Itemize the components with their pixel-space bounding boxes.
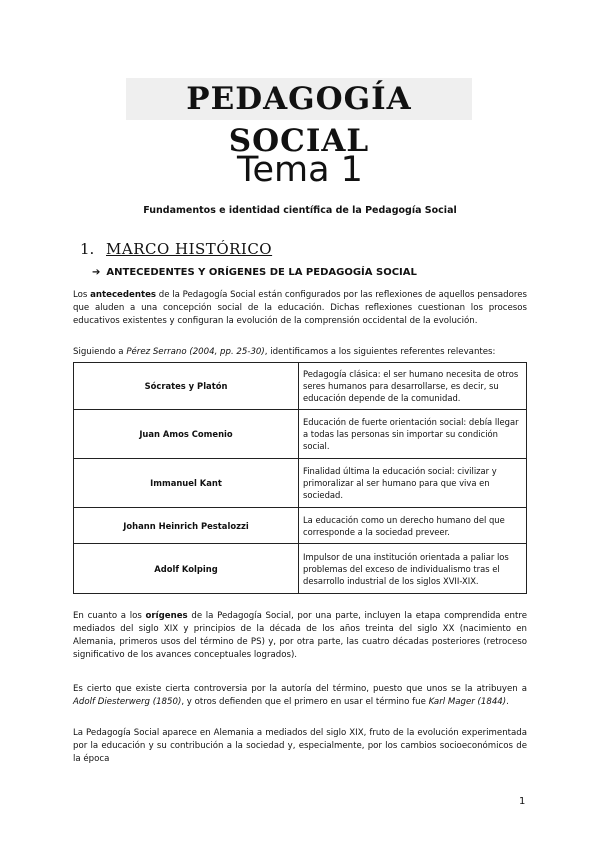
table-row (74, 508, 527, 544)
paragraph-table-intro (73, 346, 527, 359)
table-row (74, 544, 527, 594)
reference-name: Immanuel Kant (74, 459, 299, 508)
text-run: Es cierto que existe cierta controversia por la autoría del término, puesto que unos se la atribuyen a (73, 684, 527, 694)
reference-name: Juan Amos Comenio (74, 410, 299, 459)
reference-description: Impulsor de una institución orientada a paliar los problemas del exceso de individualismo tras el desarrollo industrial de los siglos XVII-XIX. (299, 544, 527, 594)
paragraph-antecedentes (73, 289, 527, 328)
subsection-heading (92, 267, 417, 278)
table-row (74, 410, 527, 459)
page-number: 1 (519, 796, 526, 807)
arrow-right-icon: ➔ (92, 267, 101, 278)
paragraph-origenes (73, 610, 527, 662)
reference-name: Adolf Kolping (74, 544, 299, 594)
text-run: de la Pedagogía Social, por una parte, incluyen la etapa comprendida entre mediados del siglo XIX y principios de la década de los años treinta del siglo XX (nacimiento en Alemania, primeros usos del término de PS) y, por otra parte, las cuatro décadas posteriores (retroceso significativo de los avances conceptuales logrados). (73, 611, 527, 660)
subsection-title: ANTECEDENTES Y ORÍGENES DE LA PEDAGOGÍA SOCIAL (106, 267, 417, 278)
citation: Adolf Diesterwerg (1850) (73, 697, 182, 707)
citation: Karl Mager (1844) (428, 697, 507, 707)
chapter-subtitle: Fundamentos e identidad científica de la Pedagogía Social (143, 205, 457, 216)
reference-description: Pedagogía clásica: el ser humano necesita de otros seres humanos para desarrollarse, es decir, su educación depende de la comunidad. (299, 363, 527, 410)
section-heading (80, 240, 272, 258)
text-run: La Pedagogía Social aparece en Alemania a mediados del siglo XIX, fruto de la evolución experimentada por la educación y su contribución a la sociedad y, especialmente, por los cambios socioeconómicos de la época (73, 728, 527, 764)
main-title: PEDAGOGÍA SOCIAL (186, 81, 412, 159)
reference-name: Johann Heinrich Pestalozzi (74, 508, 299, 544)
reference-name: Sócrates y Platón (74, 363, 299, 410)
bold-term: orígenes (145, 611, 188, 621)
chapter-title: Tema 1 (237, 150, 363, 190)
table-row (74, 363, 527, 410)
reference-description: Finalidad última la educación social: civilizar y primoralizar al ser humano para que viva en sociedad. (299, 459, 527, 508)
reference-description: La educación como un derecho humano del que corresponde a la sociedad preveer. (299, 508, 527, 544)
table-row (74, 459, 527, 508)
citation: Pérez Serrano (2004, pp. 25-30) (126, 347, 265, 357)
paragraph-controversia (73, 683, 527, 709)
references-table (73, 362, 527, 594)
text-run: , identificamos a los siguientes referentes relevantes: (264, 347, 496, 357)
text-run: de la Pedagogía Social están configurados por las reflexiones de aquellos pensadores que aluden a una concepción social de la educación. Dichas reflexiones cuestionan los procesos educativos existentes y configuran la evolución de la comprensión occidental de la evolución. (73, 290, 527, 326)
reference-description: Educación de fuerte orientación social: debía llegar a todas las personas sin importar su condición social. (299, 410, 527, 459)
text-run: Siguiendo a (73, 347, 127, 357)
bold-term: antecedentes (90, 290, 157, 300)
main-title-banner (126, 78, 472, 159)
text-run: . (506, 697, 509, 707)
paragraph-aparicion (73, 727, 527, 766)
section-title: MARCO HISTÓRICO (106, 240, 273, 258)
text-run: , y otros defienden que el primero en usar el término fue (181, 697, 429, 707)
section-number: 1. (80, 240, 95, 258)
text-run: Los (73, 290, 91, 300)
text-run: En cuanto a los (73, 611, 146, 621)
